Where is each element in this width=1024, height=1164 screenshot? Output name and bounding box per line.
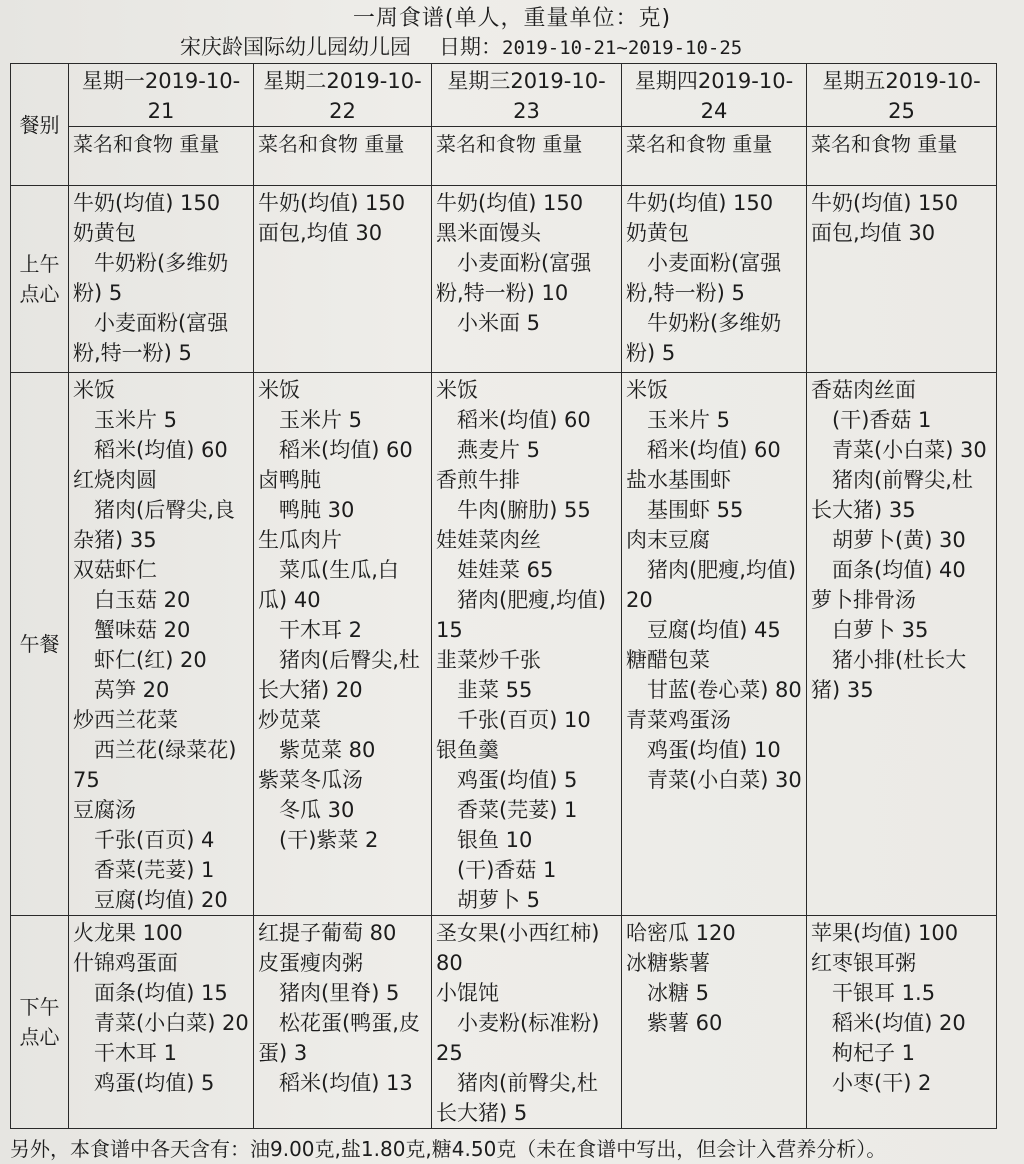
dish-line: 娃娃菜肉丝 <box>436 528 541 552</box>
dish-line: 千张(百页) 4 <box>73 828 215 852</box>
dish-line: 鸡蛋(均值) 5 <box>436 768 578 792</box>
dish-line: 什锦鸡蛋面 <box>73 951 178 975</box>
dish-line: 红枣银耳粥 <box>811 951 916 975</box>
subtitle <box>180 34 820 61</box>
dish-line: 干银耳 1.5 <box>811 981 936 1005</box>
dish-line: 干木耳 2 <box>258 618 363 642</box>
dish-line: 红烧肉圆 <box>73 468 157 492</box>
menu-cell <box>432 916 622 1129</box>
dish-line: 豆腐汤 <box>73 798 136 822</box>
menu-cell <box>432 186 622 373</box>
dish-line: 紫薯 60 <box>626 1011 723 1035</box>
dish-line: 皮蛋瘦肉粥 <box>258 951 363 975</box>
dish-line: 猪肉(肥瘦,均值) 15 <box>436 588 607 642</box>
dish-line: 面条(均值) 15 <box>73 981 228 1005</box>
dish-line: 猪肉(里脊) 5 <box>258 981 400 1005</box>
date-range: 2019-10-21~2019-10-25 <box>502 37 743 59</box>
dish-line: 牛奶(均值) 150 <box>811 191 959 215</box>
dish-line: 枸杞子 1 <box>811 1041 916 1065</box>
dish-line: 稻米(均值) 13 <box>258 1071 413 1095</box>
menu-cell <box>622 916 807 1129</box>
column-header: 菜名和食物 重量 <box>254 127 432 186</box>
dish-line: 红提子葡萄 80 <box>258 921 397 945</box>
dish-line: 西兰花(绿菜花) 75 <box>73 738 237 792</box>
day-header: 星期二2019-10-22 <box>254 64 432 127</box>
dish-line: 猪肉(后臀尖,杜长大猪) 20 <box>258 648 420 702</box>
dish-line: 玉米片 5 <box>258 408 363 432</box>
dish-line: 火龙果 100 <box>73 921 183 945</box>
menu-cell <box>254 916 432 1129</box>
dish-line: 胡萝卜 5 <box>436 888 541 912</box>
column-header: 菜名和食物 重量 <box>69 127 254 186</box>
menu-cell <box>807 186 997 373</box>
dish-line: 小麦粉(标准粉) 25 <box>436 1011 600 1065</box>
dish-line: 韭菜炒千张 <box>436 648 541 672</box>
meal-label: 上午点心 <box>11 186 69 373</box>
column-header: 菜名和食物 重量 <box>807 127 997 186</box>
dish-line: 蟹味菇 20 <box>73 618 191 642</box>
dish-line: 米饭 <box>436 378 478 402</box>
dish-line: 豆腐(均值) 45 <box>626 618 781 642</box>
dish-line: 圣女果(小西红柿) 80 <box>436 921 600 975</box>
dish-line: 鸭肫 30 <box>258 498 355 522</box>
dish-line: 银鱼羹 <box>436 738 499 762</box>
dish-line: 猪肉(后臀尖,良杂猪) 35 <box>73 498 235 552</box>
dish-line: 玉米片 5 <box>626 408 731 432</box>
dish-line: 冰糖紫薯 <box>626 951 710 975</box>
day-header-row <box>11 64 997 127</box>
dish-line: 双菇虾仁 <box>73 558 157 582</box>
day-header: 星期一2019-10-21 <box>69 64 254 127</box>
day-header: 星期四2019-10-24 <box>622 64 807 127</box>
meal-row <box>11 916 997 1129</box>
dish-line: 小麦面粉(富强粉,特一粉) 5 <box>73 311 229 365</box>
dish-line: 小枣(干) 2 <box>811 1071 932 1095</box>
menu-cell <box>622 186 807 373</box>
column-header: 菜名和食物 重量 <box>622 127 807 186</box>
dish-line: 米饭 <box>626 378 668 402</box>
menu-cell <box>807 916 997 1129</box>
dish-line: 小馄饨 <box>436 981 499 1005</box>
dish-line: 牛奶(均值) 150 <box>73 191 221 215</box>
dish-line: 香煎牛排 <box>436 468 520 492</box>
dish-line: 白玉菇 20 <box>73 588 191 612</box>
dish-line: 韭菜 55 <box>436 678 533 702</box>
menu-cell <box>432 373 622 916</box>
dish-line: 稻米(均值) 60 <box>626 438 781 462</box>
dish-line: 牛肉(腑肋) 55 <box>436 498 591 522</box>
dish-line: 冰糖 5 <box>626 981 710 1005</box>
menu-cell <box>69 916 254 1129</box>
dish-line: 胡萝卜(黄) 30 <box>811 528 966 552</box>
meal-label: 午餐 <box>11 373 69 916</box>
dish-line: 松花蛋(鸭蛋,皮蛋) 3 <box>258 1011 420 1065</box>
dish-line: 猪小排(杜长大猪) 35 <box>811 648 967 702</box>
dish-line: 菜瓜(生瓜,白瓜) 40 <box>258 558 399 612</box>
school-name: 宋庆龄国际幼儿园幼儿园 <box>180 35 411 59</box>
dish-line: 银鱼 10 <box>436 828 533 852</box>
dish-line: 青菜(小白菜) 30 <box>811 438 987 462</box>
meal-row <box>11 186 997 373</box>
dish-line: 豆腐(均值) 20 <box>73 888 228 912</box>
dish-line: 牛奶(均值) 150 <box>258 191 406 215</box>
dish-line: 虾仁(红) 20 <box>73 648 207 672</box>
dish-line: 奶黄包 <box>626 221 689 245</box>
dish-line: 糖醋包菜 <box>626 648 710 672</box>
dish-line: (干)香菇 1 <box>811 408 932 432</box>
menu-cell <box>254 186 432 373</box>
dish-line: 青菜(小白菜) 30 <box>626 768 802 792</box>
dish-line: 苹果(均值) 100 <box>811 921 959 945</box>
dish-line: 燕麦片 5 <box>436 438 541 462</box>
menu-cell <box>69 373 254 916</box>
dish-line: 青菜鸡蛋汤 <box>626 708 731 732</box>
meal-row <box>11 373 997 916</box>
dish-line: (干)香菇 1 <box>436 858 557 882</box>
dish-line: 奶黄包 <box>73 221 136 245</box>
dish-line: 面包,均值 30 <box>811 221 936 245</box>
dish-line: 炒苋菜 <box>258 708 321 732</box>
dish-line: 猪肉(前臀尖,杜长大猪) 5 <box>436 1071 598 1125</box>
dish-line: 萝卜排骨汤 <box>811 588 916 612</box>
dish-line: 牛奶粉(多维奶粉) 5 <box>73 251 229 305</box>
dish-line: (干)紫菜 2 <box>258 828 379 852</box>
dish-line: 紫菜冬瓜汤 <box>258 768 363 792</box>
dish-line: 基围虾 55 <box>626 498 744 522</box>
weekly-menu-table <box>10 63 997 1129</box>
dish-line: 白萝卜 35 <box>811 618 929 642</box>
dish-line: 稻米(均值) 60 <box>436 408 591 432</box>
corner-label: 餐别 <box>11 64 69 186</box>
dish-line: 干木耳 1 <box>73 1041 178 1065</box>
dish-line: 猪肉(前臀尖,杜长大猪) 35 <box>811 468 973 522</box>
dish-line: 娃娃菜 65 <box>436 558 554 582</box>
dish-line: 猪肉(肥瘦,均值) 20 <box>626 558 797 612</box>
dish-line: 小麦面粉(富强粉,特一粉) 5 <box>626 251 782 305</box>
dish-line: 鸡蛋(均值) 5 <box>73 1071 215 1095</box>
menu-cell <box>254 373 432 916</box>
dish-line: 青菜(小白菜) 20 <box>73 1011 249 1035</box>
column-header: 菜名和食物 重量 <box>432 127 622 186</box>
dish-line: 香菇肉丝面 <box>811 378 916 402</box>
dish-line: 牛奶粉(多维奶粉) 5 <box>626 311 782 365</box>
dish-line: 黑米面馒头 <box>436 221 541 245</box>
date-label: 日期： <box>439 35 502 59</box>
menu-cell <box>622 373 807 916</box>
dish-line: 小麦面粉(富强粉,特一粉) 10 <box>436 251 592 305</box>
dish-line: 哈密瓜 120 <box>626 921 736 945</box>
dish-line: 面包,均值 30 <box>258 221 383 245</box>
dish-line: 牛奶(均值) 150 <box>626 191 774 215</box>
dish-line: 千张(百页) 10 <box>436 708 591 732</box>
dish-line: 米饭 <box>73 378 115 402</box>
dish-line: 牛奶(均值) 150 <box>436 191 584 215</box>
dish-line: 面条(均值) 40 <box>811 558 966 582</box>
meal-label: 下午点心 <box>11 916 69 1129</box>
menu-cell <box>69 186 254 373</box>
dish-line: 玉米片 5 <box>73 408 178 432</box>
dish-line: 米饭 <box>258 378 300 402</box>
dish-line: 鸡蛋(均值) 10 <box>626 738 781 762</box>
column-header-row <box>11 127 997 186</box>
page-title: 一周食谱(单人，重量单位：克) <box>352 6 672 31</box>
dish-line: 卤鸭肫 <box>258 468 321 492</box>
dish-line: 甘蓝(卷心菜) 80 <box>626 678 802 702</box>
dish-line: 小米面 5 <box>436 311 541 335</box>
dish-line: 稻米(均值) 60 <box>73 438 228 462</box>
day-header: 星期三2019-10-23 <box>432 64 622 127</box>
dish-line: 稻米(均值) 60 <box>258 438 413 462</box>
dish-line: 稻米(均值) 20 <box>811 1011 966 1035</box>
dish-line: 生瓜肉片 <box>258 528 342 552</box>
dish-line: 香菜(芫荽) 1 <box>73 858 215 882</box>
dish-line: 紫苋菜 80 <box>258 738 376 762</box>
dish-line: 炒西兰花菜 <box>73 708 178 732</box>
dish-line: 盐水基围虾 <box>626 468 731 492</box>
dish-line: 香菜(芫荽) 1 <box>436 798 578 822</box>
day-header: 星期五2019-10-25 <box>807 64 997 127</box>
dish-line: 肉末豆腐 <box>626 528 710 552</box>
footer-note: 另外，本食谱中各天含有：油9.00克,盐1.80克,糖4.50克（未在食谱中写出，但会计入营养分析）。 <box>10 1137 887 1161</box>
dish-line: 冬瓜 30 <box>258 798 355 822</box>
menu-cell <box>807 373 997 916</box>
dish-line: 莴笋 20 <box>73 678 170 702</box>
